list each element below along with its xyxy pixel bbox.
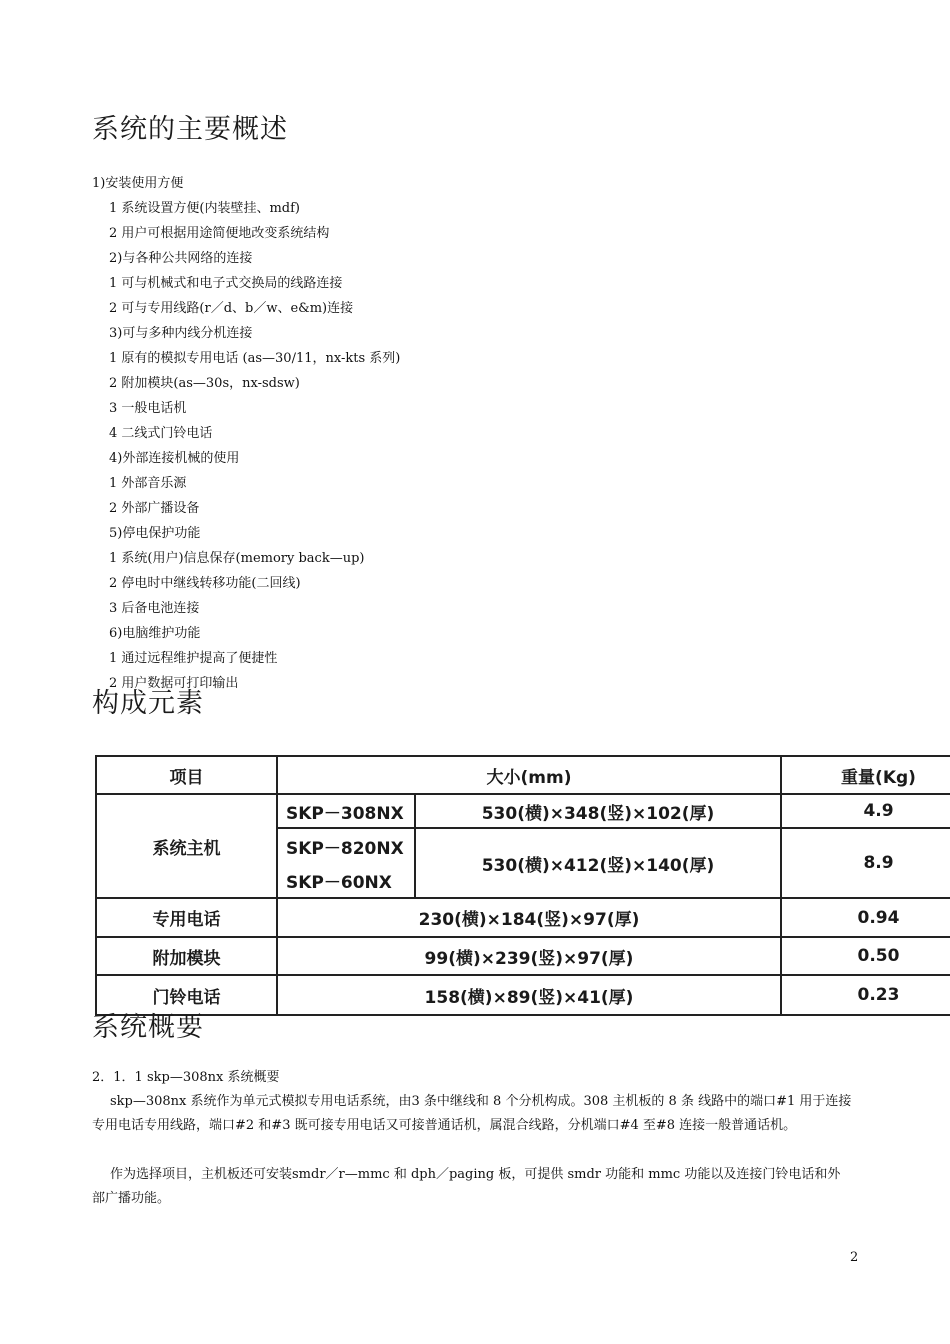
- table-row: [96, 794, 950, 828]
- item-cell: 专用电话: [96, 898, 277, 937]
- list-item: 4 二线式门铃电话: [109, 426, 213, 441]
- table-row: [96, 898, 950, 937]
- table-row: [96, 937, 950, 975]
- list-item: 2 用户数据可打印输出: [109, 676, 239, 691]
- table-row: [96, 975, 950, 1015]
- list-item: 2 外部广播设备: [109, 501, 200, 516]
- list-item: 3)可与多种内线分机连接: [109, 326, 253, 341]
- overview-list: [92, 171, 400, 696]
- list-item: 1 系统(用户)信息保存(memory back—up): [109, 551, 365, 566]
- item-cell: 附加模块: [96, 937, 277, 975]
- header-size: 大小(mm): [277, 756, 781, 794]
- table-header-row: [96, 756, 950, 794]
- list-item: 2 附加模块(as—30s，nx-sdsw): [109, 376, 300, 391]
- list-item: 5)停电保护功能: [109, 526, 201, 541]
- list-item: 1 原有的模拟专用电话 (as—30/11，nx-kts 系列): [109, 351, 401, 366]
- size-cell: 530(横)×412(竖)×140(厚): [415, 828, 781, 898]
- model-cell: SKP－308NX: [277, 794, 415, 828]
- list-item: 6)电脑维护功能: [109, 626, 201, 641]
- weight-cell: 0.94: [781, 898, 950, 937]
- main-unit-label: 系统主机: [96, 794, 277, 898]
- list-item: 4)外部连接机械的使用: [109, 451, 240, 466]
- list-item: 2 可与专用线路(r／d、b／w、e&m)连接: [109, 301, 354, 316]
- component-spec-table: [95, 755, 950, 1016]
- weight-cell: 0.23: [781, 975, 950, 1015]
- paragraph-optional-boards: 作为选择项目，主机板还可安装smdr／r—mmc 和 dph／paging 板，可提供 smdr 功能和 mmc 功能以及连接门铃电话和外部广播功能。: [92, 1167, 841, 1206]
- list-item: 2 用户可根据用途简便地改变系统结构: [109, 226, 330, 241]
- section-title: 2．1．1 skp—308nx 系统概要: [92, 1070, 280, 1085]
- weight-cell: 8.9: [781, 828, 950, 898]
- header-item: 项目: [96, 756, 277, 794]
- page-number: 2: [850, 1250, 859, 1265]
- heading-system-summary: 系统概要: [92, 1012, 204, 1043]
- paragraph-system-description: skp—308nx 系统作为单元式模拟专用电话系统，由3 条中继线和 8 个分机构成。308 主机板的 8 条 线路中的端口#1 用于连接专用电话专用线路，端口#2 和#3 既可接专用电话又可接普通话机，属混合线路，分机端口#4 至#8 连接一般普通话机。: [92, 1094, 852, 1133]
- list-item: 3 一般电话机: [109, 401, 187, 416]
- weight-cell: 4.9: [781, 794, 950, 828]
- list-item: 1 可与机械式和电子式交换局的线路连接: [109, 276, 343, 291]
- list-item: 2 停电时中继线转移功能(二回线): [109, 576, 301, 591]
- heading-components: 构成元素: [92, 688, 204, 719]
- item-cell: 门铃电话: [96, 975, 277, 1015]
- list-item: 3 后备电池连接: [109, 601, 200, 616]
- heading-main-overview: 系统的主要概述: [92, 114, 288, 145]
- model-cell: SKP－820NX: [277, 828, 415, 864]
- size-cell: 230(横)×184(竖)×97(厚): [277, 898, 781, 937]
- list-item: 1 外部音乐源: [109, 476, 187, 491]
- header-weight: 重量(Kg): [781, 756, 950, 794]
- list-item: 2)与各种公共网络的连接: [109, 251, 253, 266]
- size-cell: 99(横)×239(竖)×97(厚): [277, 937, 781, 975]
- size-cell: 530(横)×348(竖)×102(厚): [415, 794, 781, 828]
- weight-cell: 0.50: [781, 937, 950, 975]
- size-cell: 158(横)×89(竖)×41(厚): [277, 975, 781, 1015]
- list-item: 1 系统设置方便(内装壁挂、mdf): [109, 201, 301, 216]
- list-item: 1)安装使用方便: [92, 176, 184, 191]
- list-item: 1 通过远程维护提高了便捷性: [109, 651, 278, 666]
- model-cell: SKP－60NX: [277, 864, 415, 898]
